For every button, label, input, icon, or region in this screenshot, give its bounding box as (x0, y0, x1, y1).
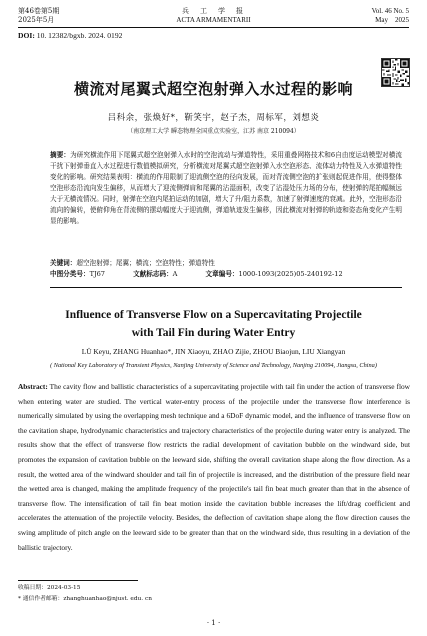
footnote-rule (18, 580, 138, 581)
clc-label: 中图分类号： (50, 270, 90, 278)
keywords-cn-text: 超空泡射弹；尾翼；横流；空泡特性；弹道特性 (76, 259, 215, 267)
page-number: · 1 · (206, 619, 221, 627)
abstract-en-label: Abstract: (18, 382, 48, 391)
abstract-cn (50, 150, 402, 227)
abstract-en-text: The cavity flow and ballistic characteristics of a supercavitating projectile with tail fin under the action of transverse flow when entering water are studied. The vertical water-entry process of the projectile under the transverse flow interference is numerically simulated by using the overlapping mesh technique and a 6DoF dynamic model, and the influence of transverse flow on the cavitation shape, hydrodynamic characteristics and trajectory characteristics of the projectile during water entry is analyzed. The results show that the effect of transverse flow restricts the radial development of cavitation bubble on the windward side, but promotes the expansion of cavitation bubble on the leeward side, shifting the overall cavitation shape along the flow direction. As a result, the wetted area of the windward shoulder and tail fin of projectile is increased, and the distribution of the pressure field near the wetted area is changed, making the amplitude frequency of the projectile's tail fin beat much greater than that in the absence of transverse flow. The intensification of tail fin beat motion inside the cavitation bubble increases the lift/drag coefficient and accelerates the attenuation of the projectile velocity. Besides, the deflection of cavitation shape along the flow direction causes the swing amplitude of pitch angle on the leeward side to be greater than that on the windward side, thus resulting in a deviation of the ballistic trajectory. (18, 382, 410, 552)
issue-cn: 第46卷第5期 (18, 7, 60, 15)
abstract-en (18, 380, 410, 555)
volume-en: Vol. 46 No. 5 (371, 7, 409, 15)
abstract-cn-label: 摘要： (50, 151, 71, 159)
authors-en: LÜ Keyu, ZHANG Huanhao*, JIN Xiaoyu, ZHAO Zijie, ZHOU Biaojun, LIU Xiangyan (81, 347, 346, 356)
abstract-cn-rule (50, 287, 402, 288)
abstract-cn-text: 为研究横流作用下尾翼式超空泡射弹入水时的空泡流动与弹道特性，采用重叠网格技术和6自由度运动模型对横流干扰下射弹垂直入水过程进行数值模拟研究，分析横流对尾翼式超空泡射弹入水空泡形态、流体动力特性及入水弹道特性变化的影响。研究结果表明：横流的作用限制了迎流侧空泡的径向发展，而对背流侧空泡的扩张则起促进作用，使得整体空泡形态沿流向发生偏移，从而增大了迎流侧弹肩和尾翼的沾湿面积，改变了沾湿处压力场的分布，使射弹的尾拍幅频远大于无横流情况。同时，射弹在空泡内尾拍运动的加剧，增大了升/阻力系数，加速了射弹速度的衰减。此外，空泡形态沿流向的偏转，使俯仰角在背流侧的摆动幅度大于迎流侧，弹道轨迹发生偏移，因此横流对射弹的轨迹和姿态角变化产生明显的影响。 (50, 151, 403, 225)
journal-name-cn: 兵 工 学 报 (182, 7, 245, 15)
doc-code-value: A (172, 270, 178, 278)
classification-cn (50, 269, 402, 280)
doi-value[interactable]: 10. 12382/bgxb. 2024. 0192 (36, 31, 123, 40)
clc-value: TJ67 (89, 270, 105, 278)
keywords-cn-label: 关键词： (50, 259, 77, 267)
received-date: 收稿日期：2024-03-15 (18, 585, 81, 591)
title-en: Influence of Transverse Flow on a Supercavitating Projectile with Tail Fin during Water Entry (65, 309, 362, 339)
authors-cn: 吕科余，张焕好*，靳笑宇，赵子杰，周标军，刘想炎 (107, 113, 320, 123)
title-en-block (0, 306, 427, 342)
header-rule (18, 27, 409, 28)
journal-name-en: ACTA ARMAMENTARII (176, 16, 251, 24)
article-number-label: 文章编号： (205, 270, 239, 278)
title-cn: 横流对尾翼式超空泡射弹入水过程的影响 (73, 80, 353, 98)
affiliation-en: ( National Key Laboratory of Transient Physics, Nanjing University of Science and Technology, Nanjing 210094, Jiangsu, China) (50, 362, 377, 369)
article-number-value: 1000-1093(2025)05-240192-12 (238, 270, 343, 278)
doi-label: DOI: (18, 31, 35, 40)
doc-code-label: 文献标志码： (133, 270, 173, 278)
doi-line (18, 31, 122, 40)
keywords-cn (50, 258, 402, 269)
corresponding-email: * 通信作者邮箱：zhanghuanhao@njust. edu. cn (18, 596, 152, 602)
date-cn: 2025年5月 (18, 16, 55, 24)
date-en: May 2025 (375, 16, 409, 24)
affiliation-cn: （南京理工大学 瞬态物理全国重点实验室，江苏 南京 210094） (127, 128, 300, 135)
